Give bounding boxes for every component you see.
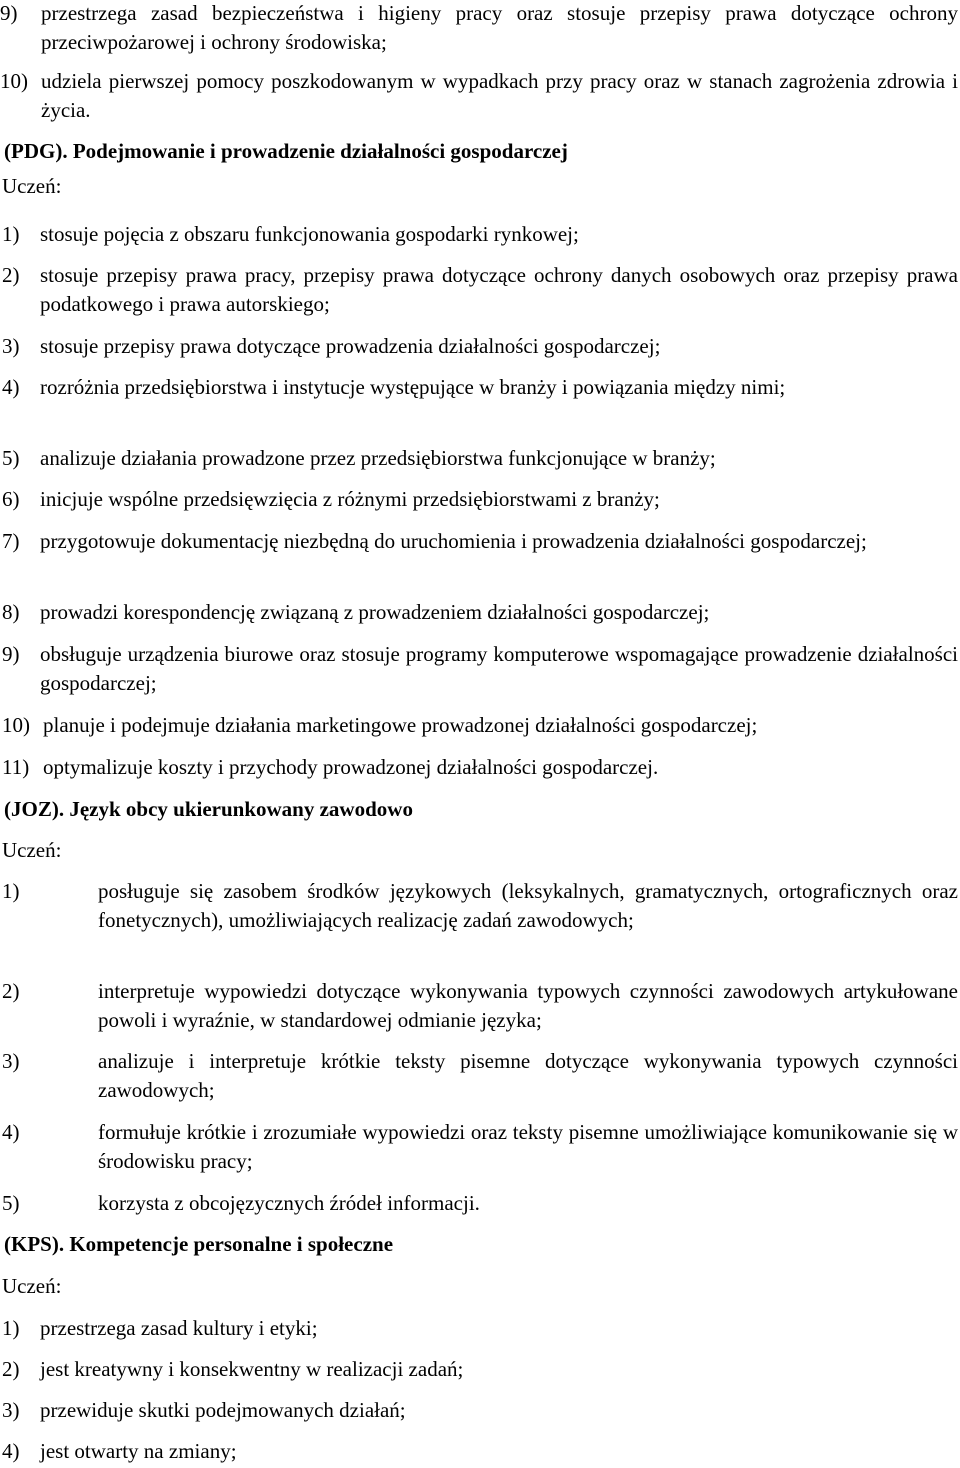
item-text: przygotowuje dokumentację niezbędną do uruchomienia i prowadzenia działalności gospodarczej; xyxy=(40,529,867,553)
item-text: stosuje pojęcia z obszaru funkcjonowania gospodarki rynkowej; xyxy=(40,222,579,246)
item-number: 9) xyxy=(2,642,20,666)
list-item xyxy=(0,640,958,698)
item-number: 4) xyxy=(2,375,20,399)
item-text: obsługuje urządzenia biurowe oraz stosuje programy komputerowe wspomagające prowadzenie działalności gospodarczej; xyxy=(40,642,958,695)
list-item xyxy=(0,598,958,627)
section-lead: Uczeń: xyxy=(2,838,62,862)
item-text: przestrzega zasad kultury i etyki; xyxy=(40,1316,318,1340)
item-text: rozróżnia przedsiębiorstwa i instytucje występujące w branży i powiązania między nimi; xyxy=(40,375,786,399)
item-number: 6) xyxy=(2,487,20,511)
list-item xyxy=(0,1355,958,1384)
section-lead: Uczeń: xyxy=(2,174,62,198)
section-code: (KPS). xyxy=(4,1232,65,1256)
item-text: udziela pierwszej pomocy poszkodowanym w wypadkach przy pracy oraz w stanach zagrożenia zdrowia i życia. xyxy=(41,69,958,122)
item-text: korzysta z obcojęzycznych źródeł informacji. xyxy=(98,1191,480,1215)
item-number: 7) xyxy=(2,529,20,553)
item-text: optymalizuje koszty i przychody prowadzonej działalności gospodarczej. xyxy=(43,755,659,779)
list-item xyxy=(0,373,958,402)
section-heading-pdg xyxy=(4,137,568,166)
item-number: 9) xyxy=(0,1,18,25)
item-text: analizuje działania prowadzone przez przedsiębiorstwa funkcjonujące w branży; xyxy=(40,446,716,470)
section-code: (JOZ). xyxy=(4,797,65,821)
list-item xyxy=(0,977,958,1035)
section-title: Podejmowanie i prowadzenie działalności gospodarczej xyxy=(72,139,568,163)
item-text: jest kreatywny i konsekwentny w realizacji zadań; xyxy=(40,1357,464,1381)
list-item xyxy=(0,1118,958,1176)
section-heading-kps xyxy=(4,1230,393,1259)
list-item xyxy=(0,877,958,935)
list-item xyxy=(0,332,958,361)
item-text: stosuje przepisy prawa dotyczące prowadzenia działalności gospodarczej; xyxy=(40,334,661,358)
item-number: 3) xyxy=(2,1049,20,1073)
item-text: prowadzi korespondencję związaną z prowadzeniem działalności gospodarczej; xyxy=(40,600,710,624)
list-item xyxy=(0,0,958,57)
item-text: inicjuje wspólne przedsięwzięcia z różnymi przedsiębiorstwami z branży; xyxy=(40,487,660,511)
section-lead: Uczeń: xyxy=(2,1274,62,1298)
item-text: przestrzega zasad bezpieczeństwa i higieny pracy oraz stosuje przepisy prawa dotyczące ochrony przeciwpożarowej i ochrony środowiska; xyxy=(41,1,958,54)
section-heading-joz xyxy=(4,795,413,824)
list-item xyxy=(0,444,958,473)
item-text: analizuje i interpretuje krótkie teksty pisemne dotyczące wykonywania typowych czynności zawodowych; xyxy=(98,1049,958,1102)
list-item xyxy=(0,67,958,125)
item-number: 11) xyxy=(2,755,30,779)
list-item xyxy=(0,1437,958,1466)
section-title: Kompetencje personalne i społeczne xyxy=(69,1232,394,1256)
item-number: 4) xyxy=(2,1439,20,1463)
section-title: Język obcy ukierunkowany zawodowo xyxy=(69,797,413,821)
item-number: 1) xyxy=(2,1316,20,1340)
list-item xyxy=(0,1396,958,1425)
item-number: 3) xyxy=(2,1398,20,1422)
item-text: stosuje przepisy prawa pracy, przepisy prawa dotyczące ochrony danych osobowych oraz przepisy prawa podatkowego i prawa autorskiego; xyxy=(40,263,958,316)
item-number: 10) xyxy=(2,713,30,737)
list-item xyxy=(0,711,958,740)
item-number: 8) xyxy=(2,600,20,624)
item-number: 1) xyxy=(2,222,20,246)
item-number: 5) xyxy=(2,1191,20,1215)
list-item xyxy=(0,1314,958,1343)
list-item xyxy=(0,1047,958,1105)
item-text: planuje i podejmuje działania marketingowe prowadzonej działalności gospodarczej; xyxy=(43,713,758,737)
list-item xyxy=(0,753,958,782)
list-item xyxy=(0,220,958,249)
section-code: (PDG). xyxy=(4,139,68,163)
item-text: przewiduje skutki podejmowanych działań; xyxy=(40,1398,406,1422)
item-number: 4) xyxy=(2,1120,20,1144)
item-number: 10) xyxy=(0,69,28,93)
list-item xyxy=(0,527,958,556)
list-item xyxy=(0,485,958,514)
item-number: 3) xyxy=(2,334,20,358)
item-text: posługuje się zasobem środków językowych (leksykalnych, gramatycznych, ortograficznych oraz fonetycznych), umożliwiających realizację zadań zawodowych; xyxy=(98,879,958,932)
item-number: 2) xyxy=(2,263,20,287)
list-item xyxy=(0,1189,958,1218)
item-text: formułuje krótkie i zrozumiałe wypowiedzi oraz teksty pisemne umożliwiające komunikowanie się w środowisku pracy; xyxy=(98,1120,958,1173)
item-number: 2) xyxy=(2,979,20,1003)
item-number: 5) xyxy=(2,446,20,470)
item-number: 2) xyxy=(2,1357,20,1381)
list-item xyxy=(0,261,958,319)
item-text: interpretuje wypowiedzi dotyczące wykonywania typowych czynności zawodowych artykułowane powoli i wyraźnie, w standardowej odmianie języka; xyxy=(98,979,958,1032)
item-number: 1) xyxy=(2,879,20,903)
item-text: jest otwarty na zmiany; xyxy=(40,1439,237,1463)
